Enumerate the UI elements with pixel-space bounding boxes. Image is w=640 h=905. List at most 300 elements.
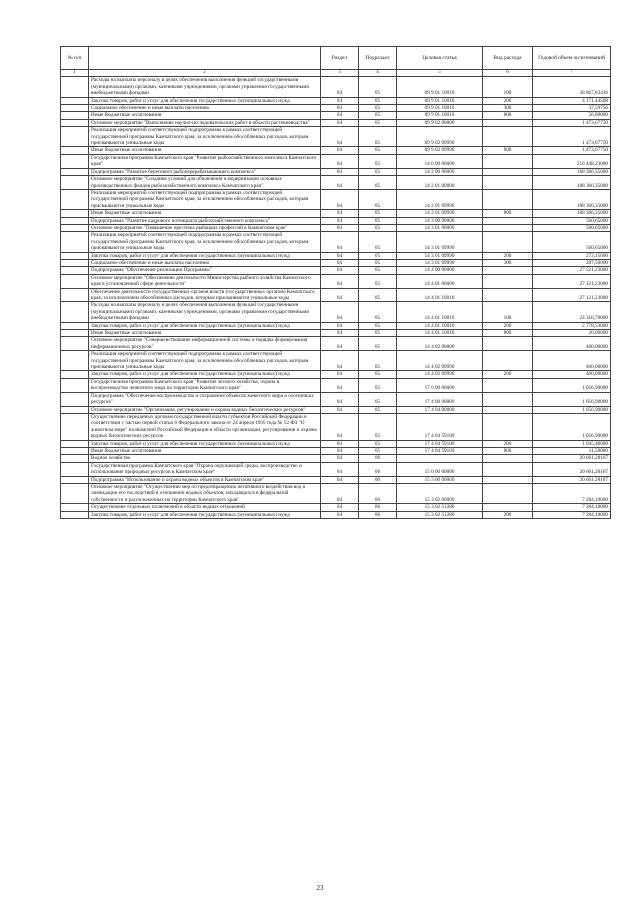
row-article: 15 3 02 00000 [397, 483, 483, 503]
row-expense-type [483, 189, 533, 209]
table-row [61, 413, 611, 440]
row-name: Социальное обеспечение и иные выплаты населению [89, 259, 321, 266]
table-row [61, 455, 611, 462]
row-amount: 1 045,40000 [533, 440, 611, 447]
row-number [61, 406, 89, 413]
row-amount: 7 284,10000 [533, 511, 611, 518]
table-row [61, 302, 611, 322]
row-subsection: 05 [359, 302, 397, 322]
row-expense-type: 200 [483, 322, 533, 329]
table-row [61, 176, 611, 190]
row-amount: 11,50000 [533, 447, 611, 454]
row-subsection: 05 [359, 322, 397, 329]
row-name: Закупка товаров, работ и услуг для обеспечения государственных (муниципальных) нужд [89, 97, 321, 104]
row-number [61, 147, 89, 154]
row-section: 04 [321, 189, 359, 209]
row-expense-type [483, 288, 533, 302]
row-article: 09 9 01 10010 [397, 77, 483, 97]
row-expense-type [483, 154, 533, 168]
row-amount: 273,15000 [533, 252, 611, 259]
row-article: 14 4 02 09990 [397, 351, 483, 371]
row-section: 04 [321, 476, 359, 483]
row-name: Подпрограмма "Использование и охрана водных объектов в Камчатском крае" [89, 476, 321, 483]
row-number [61, 259, 89, 266]
row-expense-type [483, 127, 533, 147]
row-section: 04 [321, 462, 359, 476]
row-number [61, 168, 89, 175]
table-row [61, 168, 611, 175]
table-row [61, 511, 611, 518]
row-subsection: 05 [359, 119, 397, 126]
row-number [61, 154, 89, 168]
row-amount: 37,59756 [533, 105, 611, 112]
row-amount: 560,65000 [533, 232, 611, 252]
row-name: Основное мероприятие "Осуществление мер по предотвращению негативного воздействия вод и ликвидации его последствий в отношении водных объектов, находящихся в федеральной собственности и расположенных на территории Камчатского края" [89, 483, 321, 503]
row-article: 09 9 02 09990 [397, 147, 483, 154]
table-row [61, 105, 611, 112]
row-number [61, 322, 89, 329]
row-amount: 20 661,28167 [533, 462, 611, 476]
row-subsection: 05 [359, 252, 397, 259]
row-section: 04 [321, 105, 359, 112]
row-subsection: 05 [359, 406, 397, 413]
table-row [61, 232, 611, 252]
row-article: 14 4 01 10010 [397, 330, 483, 337]
row-name: Подпрограмма "Развитие кадрового потенциала рыбохозяйственного комплекса" [89, 217, 321, 224]
column-index: 5 [397, 70, 483, 77]
row-subsection: 05 [359, 378, 397, 392]
row-article: 17 4 04 00000 [397, 406, 483, 413]
table-body [61, 77, 611, 519]
table-row [61, 119, 611, 126]
row-section: 04 [321, 392, 359, 406]
row-expense-type [483, 176, 533, 190]
row-expense-type: 300 [483, 105, 533, 112]
row-section: 04 [321, 288, 359, 302]
row-name: Реализация мероприятий соответствующей подпрограммы в рамках соответствующей государственной программы Камчатского края, за исключением обособленных расходов, которым присваиваются уникальные коды [89, 189, 321, 209]
row-subsection: 05 [359, 217, 397, 224]
row-section: 04 [321, 483, 359, 503]
row-section: 04 [321, 224, 359, 231]
row-name: Иные бюджетные ассигнования [89, 330, 321, 337]
column-index: 4 [359, 70, 397, 77]
table-row [61, 112, 611, 119]
row-article: 14 3 01 09990 [397, 232, 483, 252]
row-amount: 38 867,83436 [533, 77, 611, 97]
row-section: 04 [321, 127, 359, 147]
row-subsection: 06 [359, 462, 397, 476]
row-expense-type [483, 351, 533, 371]
row-amount: 216 448,23000 [533, 154, 611, 168]
row-subsection: 05 [359, 224, 397, 231]
row-name: Основное мероприятие "Выполнение научно-исследовательских работ в области растениеводства" [89, 119, 321, 126]
row-expense-type [483, 274, 533, 288]
table-row [61, 371, 611, 378]
row-section: 04 [321, 322, 359, 329]
row-amount: 1 056,90000 [533, 406, 611, 413]
row-expense-type: 800 [483, 112, 533, 119]
row-section: 04 [321, 447, 359, 454]
row-number [61, 189, 89, 209]
row-amount: 560,65000 [533, 224, 611, 231]
row-amount: 27 121,23000 [533, 288, 611, 302]
row-name: Иные бюджетные ассигнования [89, 112, 321, 119]
row-section: 04 [321, 154, 359, 168]
row-expense-type [483, 337, 533, 351]
row-expense-type: 800 [483, 147, 533, 154]
row-expense-type: 100 [483, 302, 533, 322]
budget-table [60, 46, 611, 519]
row-name: Иные бюджетные ассигнования [89, 447, 321, 454]
row-article: 14 4 02 00000 [397, 337, 483, 351]
row-expense-type [483, 504, 533, 511]
row-amount: 400,00000 [533, 371, 611, 378]
row-number [61, 378, 89, 392]
row-article: 14 4 01 10010 [397, 322, 483, 329]
row-amount: 7 284,10000 [533, 483, 611, 503]
column-index: 6 [483, 70, 533, 77]
row-amount: 400,00000 [533, 351, 611, 371]
table-row [61, 97, 611, 104]
header-row [61, 47, 611, 70]
row-number [61, 112, 89, 119]
row-article: 15 3 02 51280 [397, 511, 483, 518]
row-name: Основное мероприятие "Совершенствование информационной системы и порядка формирования информационных ресурсов" [89, 337, 321, 351]
header-amount: Годовой объем ассигнований [533, 47, 611, 70]
table-row [61, 440, 611, 447]
row-amount: 1 056,90000 [533, 392, 611, 406]
row-amount: 1 473,67750 [533, 119, 611, 126]
header-subsection: Подраздел [359, 47, 397, 70]
row-article: 17 4 04 59100 [397, 440, 483, 447]
row-name: Расходы на выплаты персоналу в целях обеспечения выполнения функций государственными (муниципальными) органами, казенными учреждениями, органами управления государственными внебюджетными фондами [89, 302, 321, 322]
row-number [61, 455, 89, 462]
row-section: 04 [321, 77, 359, 97]
row-name: Подпрограмма "Обеспечение воспроизводства и сохранения объектов животного мира и охотничьих ресурсов" [89, 392, 321, 406]
row-number [61, 252, 89, 259]
row-section: 04 [321, 455, 359, 462]
row-subsection: 05 [359, 97, 397, 104]
row-article: 09 9 02 09990 [397, 127, 483, 147]
table-row [61, 274, 611, 288]
row-section: 04 [321, 371, 359, 378]
row-subsection: 05 [359, 288, 397, 302]
row-article: 14 2 00 00000 [397, 168, 483, 175]
row-section: 04 [321, 232, 359, 252]
table-row [61, 462, 611, 476]
row-article: 14 3 00 00000 [397, 217, 483, 224]
row-section: 04 [321, 168, 359, 175]
row-name: Закупка товаров, работ и услуг для обеспечения государственных (муниципальных) нужд [89, 511, 321, 518]
row-amount: 188 366,35000 [533, 189, 611, 209]
table-row [61, 406, 611, 413]
row-number [61, 302, 89, 322]
row-amount: 1 473,67750 [533, 127, 611, 147]
row-article: 15 3 00 00000 [397, 476, 483, 483]
row-expense-type [483, 413, 533, 440]
row-number [61, 224, 89, 231]
row-name: Основное мероприятие "Создание условий для обновления и модернизации основных производственных фондов рыбохозяйственного комплекса Камчатского края" [89, 176, 321, 190]
row-article: 14 4 01 10010 [397, 302, 483, 322]
row-section: 04 [321, 511, 359, 518]
row-subsection: 05 [359, 189, 397, 209]
row-article: 14 2 01 09990 [397, 210, 483, 217]
row-number [61, 210, 89, 217]
row-amount: 27 521,23000 [533, 267, 611, 274]
row-expense-type [483, 217, 533, 224]
row-number [61, 274, 89, 288]
row-article: 09 9 01 10010 [397, 97, 483, 104]
row-section: 04 [321, 330, 359, 337]
row-section: 04 [321, 119, 359, 126]
row-expense-type [483, 406, 533, 413]
row-expense-type: 200 [483, 252, 533, 259]
document-page [60, 46, 610, 519]
row-number [61, 119, 89, 126]
row-expense-type: 100 [483, 77, 533, 97]
row-expense-type [483, 168, 533, 175]
row-subsection: 05 [359, 176, 397, 190]
row-expense-type: 200 [483, 440, 533, 447]
row-name: Основное мероприятие "Повышение престижа рыбацких профессий в Камчатском крае" [89, 224, 321, 231]
row-section: 04 [321, 252, 359, 259]
row-subsection: 05 [359, 330, 397, 337]
row-subsection: 06 [359, 455, 397, 462]
row-expense-type: 200 [483, 511, 533, 518]
table-row [61, 447, 611, 454]
row-article: 15 0 00 00000 [397, 462, 483, 476]
row-amount: 27 121,23000 [533, 274, 611, 288]
row-subsection: 05 [359, 147, 397, 154]
row-expense-type: 200 [483, 371, 533, 378]
row-name: Обеспечение деятельности государственных органов власти (государственных органов) Камчатского края, за исключением обособленных расходов, которым присваиваются уникальные коды [89, 288, 321, 302]
column-index: 1 [61, 70, 89, 77]
row-number [61, 77, 89, 97]
table-row [61, 147, 611, 154]
row-expense-type: 300 [483, 259, 533, 266]
row-expense-type: 800 [483, 330, 533, 337]
row-subsection: 05 [359, 267, 397, 274]
row-name: Иные бюджетные ассигнования [89, 147, 321, 154]
row-number [61, 440, 89, 447]
row-name: Государственная программа Камчатского края "Охрана окружающей среды, воспроизводство и использование природных ресурсов в Камчатском крае" [89, 462, 321, 476]
row-expense-type [483, 378, 533, 392]
row-number [61, 232, 89, 252]
row-section: 04 [321, 504, 359, 511]
row-name: Закупка товаров, работ и услуг для обеспечения государственных (муниципальных) нужд [89, 371, 321, 378]
row-amount: 1 056,90000 [533, 378, 611, 392]
row-article: 09 9 01 10010 [397, 105, 483, 112]
row-number [61, 127, 89, 147]
row-subsection: 05 [359, 168, 397, 175]
page-number: 23 [316, 884, 324, 892]
row-section: 04 [321, 97, 359, 104]
table-row [61, 217, 611, 224]
row-amount: 7 284,10000 [533, 504, 611, 511]
row-subsection: 06 [359, 476, 397, 483]
row-amount: 20 661,28167 [533, 455, 611, 462]
row-name: Закупка товаров, работ и услуг для обеспечения государственных (муниципальных) нужд [89, 440, 321, 447]
row-amount: 4 171,44508 [533, 97, 611, 104]
row-subsection: 06 [359, 483, 397, 503]
row-name: Социальное обеспечение и иные выплаты населению [89, 105, 321, 112]
table-row [61, 154, 611, 168]
row-number [61, 371, 89, 378]
row-number [61, 105, 89, 112]
table-row [61, 378, 611, 392]
row-article: 14 2 01 00000 [397, 176, 483, 190]
row-section: 04 [321, 267, 359, 274]
table-row [61, 330, 611, 337]
row-section: 04 [321, 176, 359, 190]
table-row [61, 77, 611, 97]
row-expense-type [483, 483, 533, 503]
row-amount: 2 778,53000 [533, 322, 611, 329]
row-amount: 188 366,35000 [533, 210, 611, 217]
row-section: 04 [321, 406, 359, 413]
row-article: 14 3 01 09990 [397, 252, 483, 259]
row-section: 04 [321, 302, 359, 322]
row-article: 14 4 02 09990 [397, 371, 483, 378]
row-number [61, 413, 89, 440]
row-name: Основное мероприятие "Организация, регулирование и охрана водных биологических ресурсов" [89, 406, 321, 413]
row-expense-type: 800 [483, 447, 533, 454]
row-subsection: 05 [359, 112, 397, 119]
row-subsection: 05 [359, 371, 397, 378]
table-row [61, 337, 611, 351]
row-name: Расходы на выплаты персоналу в целях обеспечения выполнения функций государственными (муниципальными) органами, казенными учреждениями, органами управления государственными внебюджетными фондами [89, 77, 321, 97]
row-subsection: 05 [359, 447, 397, 454]
row-section: 04 [321, 210, 359, 217]
row-expense-type [483, 119, 533, 126]
row-name: Основное мероприятие "Обеспечение деятельности Министерства рыбного хозяйства Камчатского края в установленной сфере деятельности" [89, 274, 321, 288]
row-number [61, 288, 89, 302]
row-expense-type: 200 [483, 97, 533, 104]
table-row [61, 267, 611, 274]
table-row [61, 259, 611, 266]
row-subsection: 05 [359, 274, 397, 288]
row-article: 14 0 00 00000 [397, 154, 483, 168]
row-number [61, 447, 89, 454]
row-amount: 188 366,35000 [533, 176, 611, 190]
table-row [61, 504, 611, 511]
row-number [61, 462, 89, 476]
row-name: Реализация мероприятий соответствующей подпрограммы в рамках соответствующей государственной программы Камчатского края, за исключением обособленных расходов, которым присваиваются уникальные коды [89, 351, 321, 371]
row-article: 14 4 00 00000 [397, 267, 483, 274]
row-subsection: 05 [359, 413, 397, 440]
table-row [61, 476, 611, 483]
row-subsection: 05 [359, 154, 397, 168]
row-section: 04 [321, 259, 359, 266]
row-subsection: 05 [359, 337, 397, 351]
row-number [61, 337, 89, 351]
row-article: 14 3 01 09990 [397, 259, 483, 266]
table-row [61, 351, 611, 371]
row-section: 04 [321, 440, 359, 447]
row-subsection: 06 [359, 511, 397, 518]
row-name: Реализация мероприятий соответствующей подпрограммы в рамках соответствующей государственной программы Камчатского края, за исключением обособленных расходов, которым присваиваются уникальные коды [89, 127, 321, 147]
row-article: 14 4 01 00000 [397, 274, 483, 288]
row-number [61, 351, 89, 371]
row-expense-type [483, 455, 533, 462]
row-amount: 188 366,35000 [533, 168, 611, 175]
table-row [61, 127, 611, 147]
row-expense-type: 800 [483, 210, 533, 217]
row-expense-type [483, 267, 533, 274]
table-row [61, 252, 611, 259]
row-section: 04 [321, 147, 359, 154]
row-section: 04 [321, 378, 359, 392]
row-section: 04 [321, 337, 359, 351]
row-number [61, 267, 89, 274]
row-name: Государственная программа Камчатского края "Развитие рыбохозяйственного комплекса Камчатского края" [89, 154, 321, 168]
row-name: Осуществление отдельных полномочий в области водных отношений [89, 504, 321, 511]
row-number [61, 504, 89, 511]
row-expense-type [483, 232, 533, 252]
row-subsection: 05 [359, 259, 397, 266]
row-name: Реализация мероприятий соответствующей подпрограммы в рамках соответствующей государственной программы Камчатского края, за исключением обособленных расходов, которым присваиваются уникальные коды [89, 232, 321, 252]
row-article: 17 4 04 59100 [397, 447, 483, 454]
row-article: 17 4 00 00000 [397, 392, 483, 406]
row-section: 04 [321, 351, 359, 371]
row-article [397, 455, 483, 462]
row-expense-type [483, 462, 533, 476]
row-article: 14 3 01 00000 [397, 224, 483, 231]
row-amount: 26,00000 [533, 330, 611, 337]
column-index: 3 [321, 70, 359, 77]
row-name: Государственная программа Камчатского края "Развитие лесного хозяйства, охрана и воспроизводство животного мира на территории Камчатского края" [89, 378, 321, 392]
row-number [61, 330, 89, 337]
header-name [89, 47, 321, 70]
column-index: 2 [89, 70, 321, 77]
header-section: Раздел [321, 47, 359, 70]
header-no: № п/п [61, 47, 89, 70]
row-name: Закупка товаров, работ и услуг для обеспечения государственных (муниципальных) нужд [89, 322, 321, 329]
row-expense-type [483, 392, 533, 406]
row-subsection: 05 [359, 440, 397, 447]
row-number [61, 483, 89, 503]
row-number [61, 176, 89, 190]
table-row [61, 322, 611, 329]
row-subsection: 05 [359, 105, 397, 112]
row-amount: 400,00000 [533, 337, 611, 351]
row-section: 04 [321, 413, 359, 440]
row-number [61, 217, 89, 224]
table-row [61, 288, 611, 302]
row-subsection: 05 [359, 392, 397, 406]
row-number [61, 511, 89, 518]
row-name: Осуществление переданных органам государственной власти субъектов Российской Федерации в соответствии с частью первой статьи 6 Федерального закона от 24 апреля 1995 года № 52-ФЗ "О животном мире" полномочий Российской Федерации в области организации, регулирования и охраны водных биологических ресурсов [89, 413, 321, 440]
row-article: 14 2 01 09990 [397, 189, 483, 209]
row-article: 17 0 00 00000 [397, 378, 483, 392]
table-row [61, 392, 611, 406]
row-amount: 1 473,67750 [533, 147, 611, 154]
row-number [61, 97, 89, 104]
table-row [61, 189, 611, 209]
row-number [61, 476, 89, 483]
row-article: 14 4 01 10010 [397, 288, 483, 302]
row-name: Водное хозяйство [89, 455, 321, 462]
row-name: Подпрограмма "Развитие берегового рыбоперерабатывающего комплекса" [89, 168, 321, 175]
row-section: 04 [321, 217, 359, 224]
header-expense-type: Вид расхода [483, 47, 533, 70]
table-row [61, 224, 611, 231]
row-name: Закупка товаров, работ и услуг для обеспечения государственных (муниципальных) нужд [89, 252, 321, 259]
row-name: Иные бюджетные ассигнования [89, 210, 321, 217]
row-number [61, 392, 89, 406]
row-expense-type [483, 476, 533, 483]
header-article: Целевая статья [397, 47, 483, 70]
